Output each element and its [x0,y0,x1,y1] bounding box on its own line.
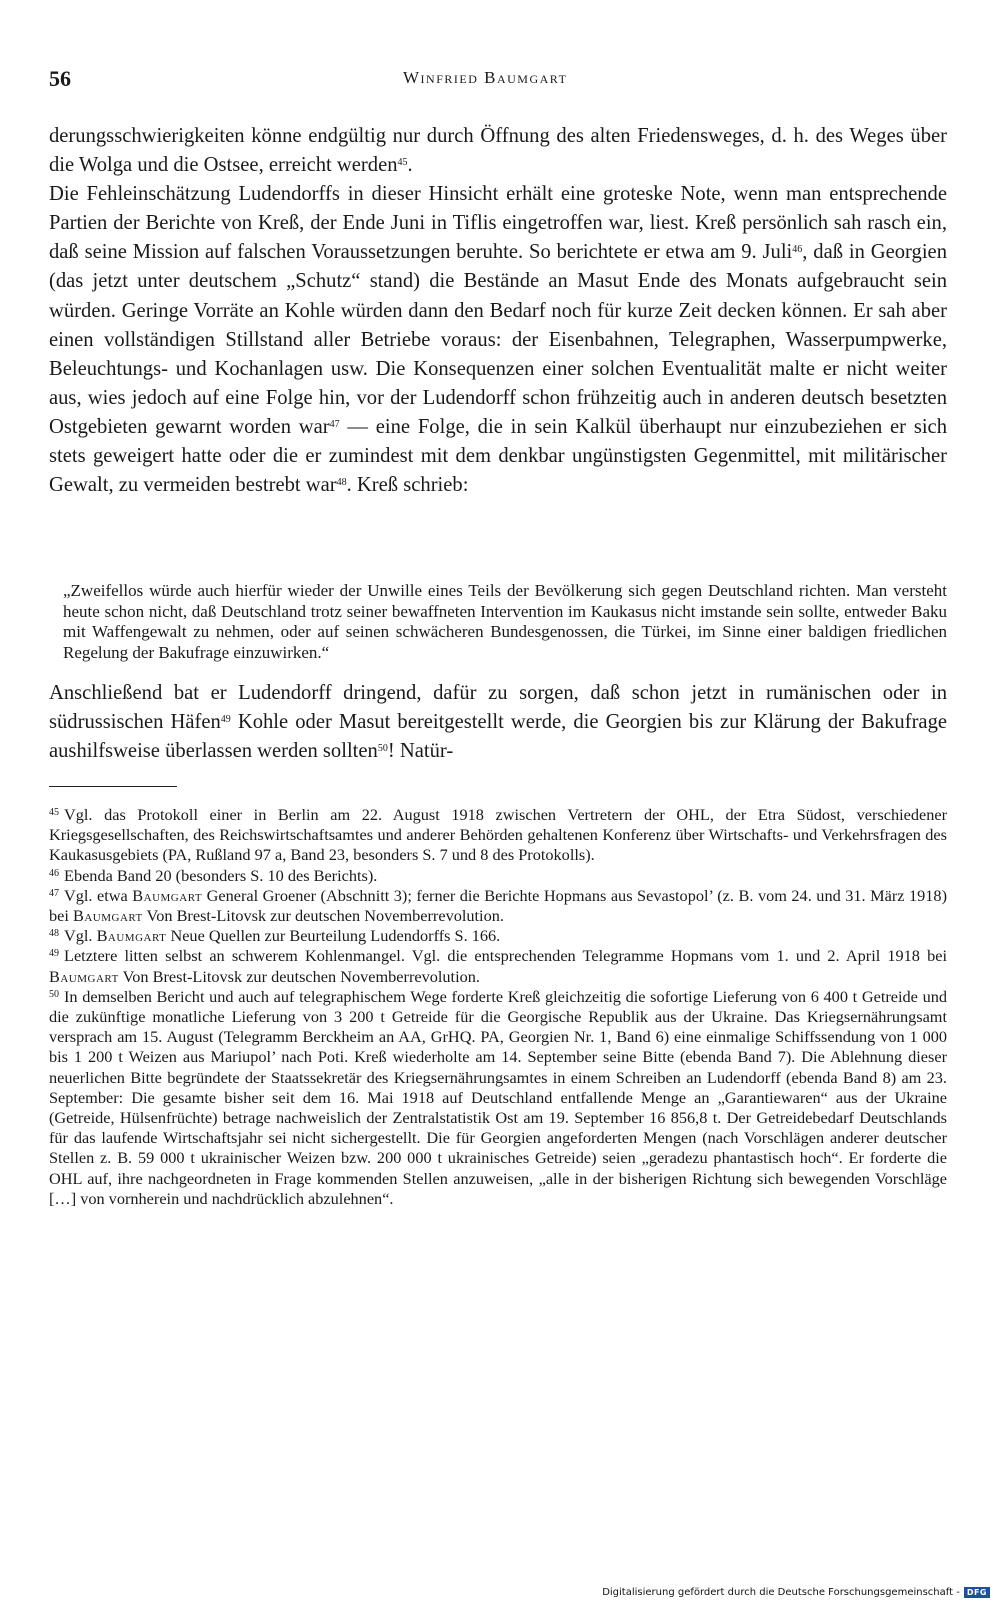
footnote-ref-47[interactable]: 47 [329,418,340,430]
footnote-ref-48[interactable]: 48 [336,477,347,489]
dfg-logo-icon: DFG [964,1587,990,1598]
footnote-50: $^{50}$ In demselben Bericht und auch auf telegraphischem Wege forderte Kreß gleichzeitig die sofortige Lieferung von 6 400 t Getreide und die zukünftige monatliche Lieferung von 3 200 t Getreide für die Georgische Republik aus der Ukraine. Das Kriegsernährungsamt versprach am 15. August (Telegramm Berckheim an AA, GrHQ. PA, Georgien Nr. 1, Band 6) eine einmalige Schiffssendung von 1 000 bis 1 200 t Weizen aus Mariupol’ nach Poti. Kreß wiederholte am 14. September seine Bitte (ebenda Band 7). Die Ablehnung dieser neuerlichen Bitte begründete der Staatssekretär des Kriegsernährungsamtes in einem Schreiben an Ludendorff (ebenda Band 8) am 23. September: Die gesamte bisher seit dem 16. Mai 1918 auf Deutschland entfallende Menge an „Garantiewaren“ aus der Ukraine (Getreide, Hülsenfrüchte) betrage nachweislich der Zentralstatistik Ost am 19. September 16 856,8 t. Der Getreidebedarf Deutschlands für das laufende Wirtschaftsjahr sei nicht sichergestellt. Die für Georgien angeforderten Mengen (nach Vorschlägen anderer deutscher Stellen z. B. 59 000 t ukrainischer Weizen bzw. 200 000 t ukrainisches Getreide) seien „geradezu phantastisch hoch“. Er forderte die OHL auf, ihre nachgeordneten in Frage kommenden Stellen anzuweisen, „alle in der bisherigen Richtung sich bewegenden Vorschläge […] von vornherein und nachdrücklich abzulehnen“. [49,986,947,1208]
footnote-divider [49,786,177,787]
paragraph-3: Anschließend bat er Ludendorff dringend, dafür zu sorgen, daß schon jetzt in rumänischen oder in südrussischen Häfen$^{49}$ Kohle oder Masut bereitgestellt werde, die Georgien bis zur Klärung der Bakufrage aushilfsweise überlassen werden sollten$^{50}$! Natür- [49,682,948,763]
digitization-credit [602,1585,990,1599]
footnote-48: $^{48}$ Vgl. Baumgart Neue Quellen zur Beurteilung Ludendorffs S. 166. [49,926,501,946]
footnote-45: $^{45}$ Vgl. das Protokoll einer in Berlin am 22. August 1918 zwischen Vertretern der OHL, der Etra Südost, verschiedener Kriegsgesellschaften, des Reichswirtschaftsamtes und anderer Behörden gehaltenen Konferenz über Wirtschafts- und Verkehrsfragen des Kaukasusgebiets (PA, Rußland 97 a, Band 23, besonders S. 7 und 8 des Protokolls). [49,805,947,865]
footnote-46: $^{46}$ Ebenda Band 20 (besonders S. 10 des Berichts). [49,865,378,885]
footnote-ref-46[interactable]: 46 [792,244,803,256]
body-text-lower [49,679,947,766]
footnotes [49,805,947,1209]
footnote-49: $^{49}$ Letztere litten selbst an schwerem Kohlenmangel. Vgl. die entsprechenden Telegramme Hopmans vom 1. und 2. April 1918 bei Baumgart Von Brest-Litovsk zur deutschen Novemberrevolution. [49,946,947,986]
footnote-ref-45[interactable]: 45 [397,157,408,169]
page-number: 56 [49,66,71,91]
footnote-ref-50[interactable]: 50 [377,743,388,755]
paragraph-1: derungsschwierigkeiten könne endgültig nur durch Öffnung des alten Friedensweges, d. h. des Weges über die Wolga und die Ostsee, erreicht werden$^{45}$. [49,125,947,177]
paragraph-2: Die Fehleinschätzung Ludendorffs in dieser Hinsicht erhält eine groteske Note, wenn man entsprechende Partien der Berichte von Kreß, der Ende Juni in Tiflis eingetroffen war, liest. Kreß persönlich sah rasch ein, daß seine Mission auf falschen Voraussetzungen beruhte. So berichtete er etwa am 9. Juli$^{46}$, daß in Georgien (das jetzt unter deutschem „Schutz“ stand) die Bestände an Masut Ende des Monats aufgebraucht sein würden. Geringe Vorräte an Kohle würden dann den Bedarf noch für kurze Zeit decken können. Er sah aber einen vollständigen Stillstand aller Betriebe voraus: der Eisenbahnen, Telegraphen, Wasserpumpwerke, Beleuchtungs- und Kochanlagen usw. Die Konsequenzen einer solchen Eventualität malte er nicht weiter aus, wies jedoch auf eine Folge hin, vor der Ludendorff schon frühzeitig auch in anderen deutsch besetzten Ostgebieten gewarnt worden war$^{47}$ — eine Folge, die in sein Kalkül überhaupt nur einzubeziehen er sich stets geweigert hatte oder die er zumindest mit dem denkbar ungünstigsten Gegenmittel, mit militärischer Gewalt, zu vermeiden bestrebt war$^{48}$. Kreß schrieb: [49,183,947,497]
credit-text: Digitalisierung gefördert durch die Deutsche Forschungsgemeinschaft - [602,1586,960,1598]
block-quote: „Zweifellos würde auch hierfür wieder der Unwille eines Teils der Bevölkerung sich gegen Deutschland richten. Man versteht heute schon nicht, daß Deutschland trotz seiner bewaffneten Intervention im Kaukasus nicht imstande sein sollte, entweder Baku mit Waffengewalt zu nehmen, oder auf seinen schwächeren Bundesgenossen, die Türkei, im Sinne einer baldigen friedlichen Regelung der Bakufrage einzuwirken.“ [63,581,947,662]
page-header [49,66,947,98]
running-head: Winfried Baumgart [403,68,568,87]
footnote-ref-49[interactable]: 49 [220,714,231,726]
footnote-47: $^{47}$ Vgl. etwa Baumgart General Groener (Abschnitt 3); ferner die Berichte Hopmans aus Sevastopol’ (z. B. vom 24. und 31. März 1918) bei Baumgart Von Brest-Litovsk zur deutschen Novemberrevolution. [49,885,947,926]
body-text-upper [49,122,947,500]
